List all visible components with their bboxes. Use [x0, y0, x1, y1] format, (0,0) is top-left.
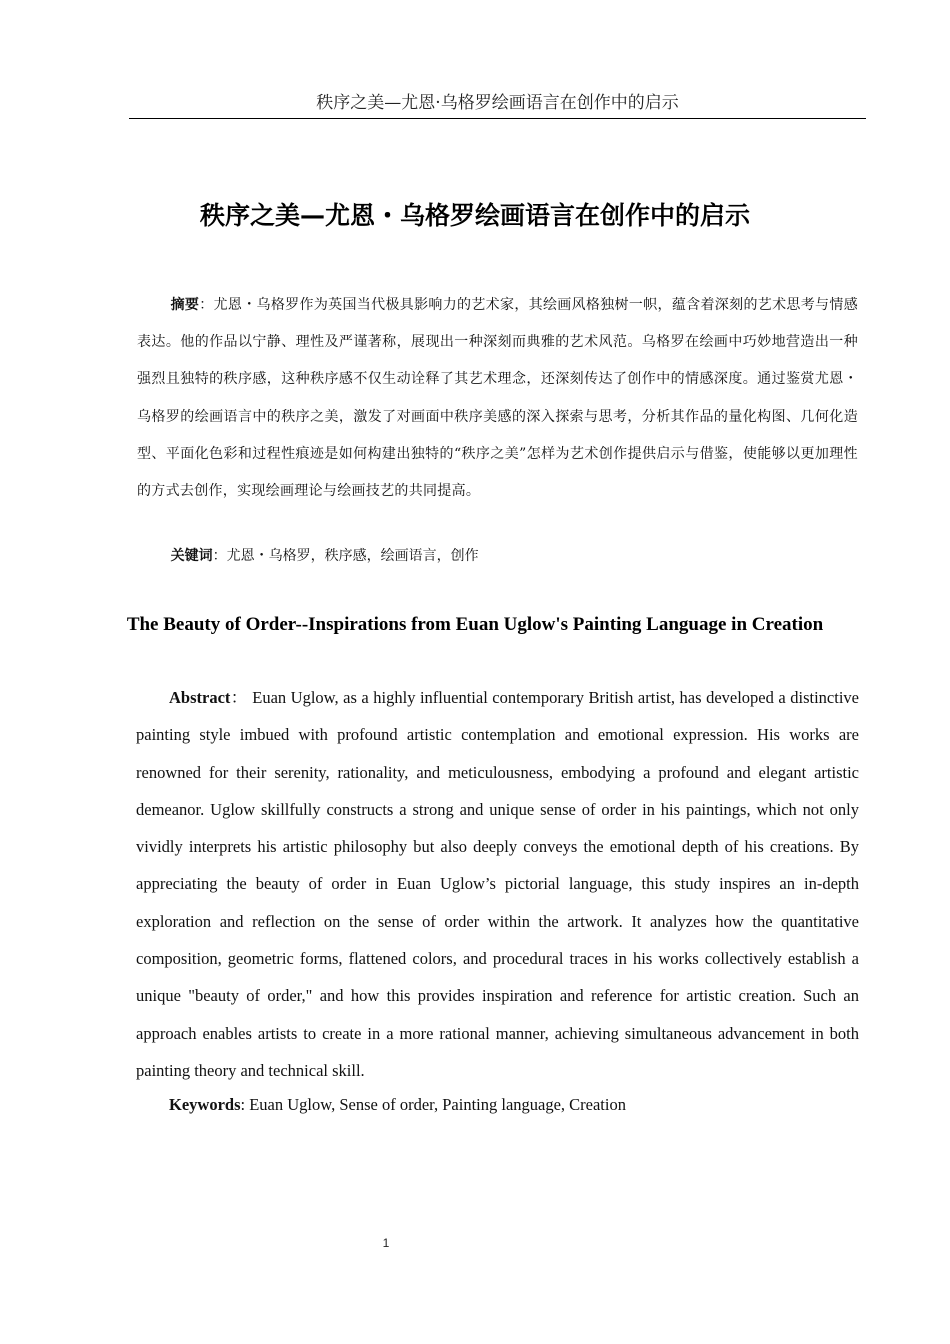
chinese-title: 秩序之美—尤恩・乌格罗绘画语言在创作中的启示: [199, 201, 750, 230]
english-keywords-label: Keywords: [169, 1095, 241, 1114]
chinese-keywords: [137, 538, 858, 575]
english-abstract-separator: ：: [230, 688, 253, 707]
english-abstract-text: Euan Uglow, as a highly influential contemporary British artist, has developed a distinctive painting style imbued with profound artistic contemplation and emotional expression. His works are renowned for their serenity, rationality, and meticulousness, embodying a profound and elegant artistic demeanor. Uglow skillfully constructs a strong and unique sense of order in his paintings, which not only vividly interprets his artistic philosophy but also deeply conveys the emotional depth of his creations. By appreciating the beauty of order in Euan Uglow’s pictorial language, this study inspires an in-depth exploration and reflection on the sense of order within the artwork. It analyzes how the quantitative composition, geometric forms, flattened colors, and procedural traces in his works collectively establish a unique "beauty of order," and how this provides inspiration and reference for artistic creation. Such an approach enables artists to create in a more rational manner, achieving simultaneous advancement in both painting theory and technical skill.: [136, 688, 859, 1080]
english-keywords: [136, 1093, 859, 1117]
chinese-abstract-label: 摘要: [170, 297, 200, 313]
english-title: The Beauty of Order--Inspirations from Euan Uglow's Painting Language in Creation: [126, 614, 824, 635]
english-abstract-label: Abstract: [169, 688, 231, 707]
english-keywords-text: Euan Uglow, Sense of order, Painting language, Creation: [249, 1095, 626, 1114]
chinese-abstract: [137, 287, 858, 510]
chinese-keywords-separator: ：: [212, 548, 227, 564]
chinese-keywords-label: 关键词: [170, 548, 213, 564]
chinese-abstract-text: 尤恩・乌格罗作为英国当代极具影响力的艺术家，其绘画风格独树一帜，蕴含着深刻的艺术思考与情感表达。他的作品以宁静、理性及严谨著称，展现出一种深刻而典雅的艺术风范。乌格罗在绘画中巧妙地营造出一种强烈且独特的秩序感，这种秩序感不仅生动诠释了其艺术理念，还深刻传达了创作中的情感深度。通过鉴赏尤恩・乌格罗的绘画语言中的秩序之美，激发了对画面中秩序美感的深入探索与思考，分析其作品的量化构图、几何化造型、平面化色彩和过程性痕迹是如何构建出独特的“秩序之美”怎样为艺术创作提供启示与借鉴，使能够以更加理性的方式去创作，实现绘画理论与绘画技艺的共同提高。: [137, 297, 858, 500]
english-keywords-separator: :: [240, 1095, 250, 1114]
running-header: 秩序之美—尤恩·乌格罗绘画语言在创作中的启示: [129, 92, 866, 119]
page-number: 1: [382, 1236, 390, 1250]
english-abstract: [136, 679, 859, 1089]
chinese-abstract-separator: ：: [199, 297, 214, 313]
chinese-keywords-text: 尤恩・乌格罗，秩序感，绘画语言，创作: [226, 548, 479, 564]
